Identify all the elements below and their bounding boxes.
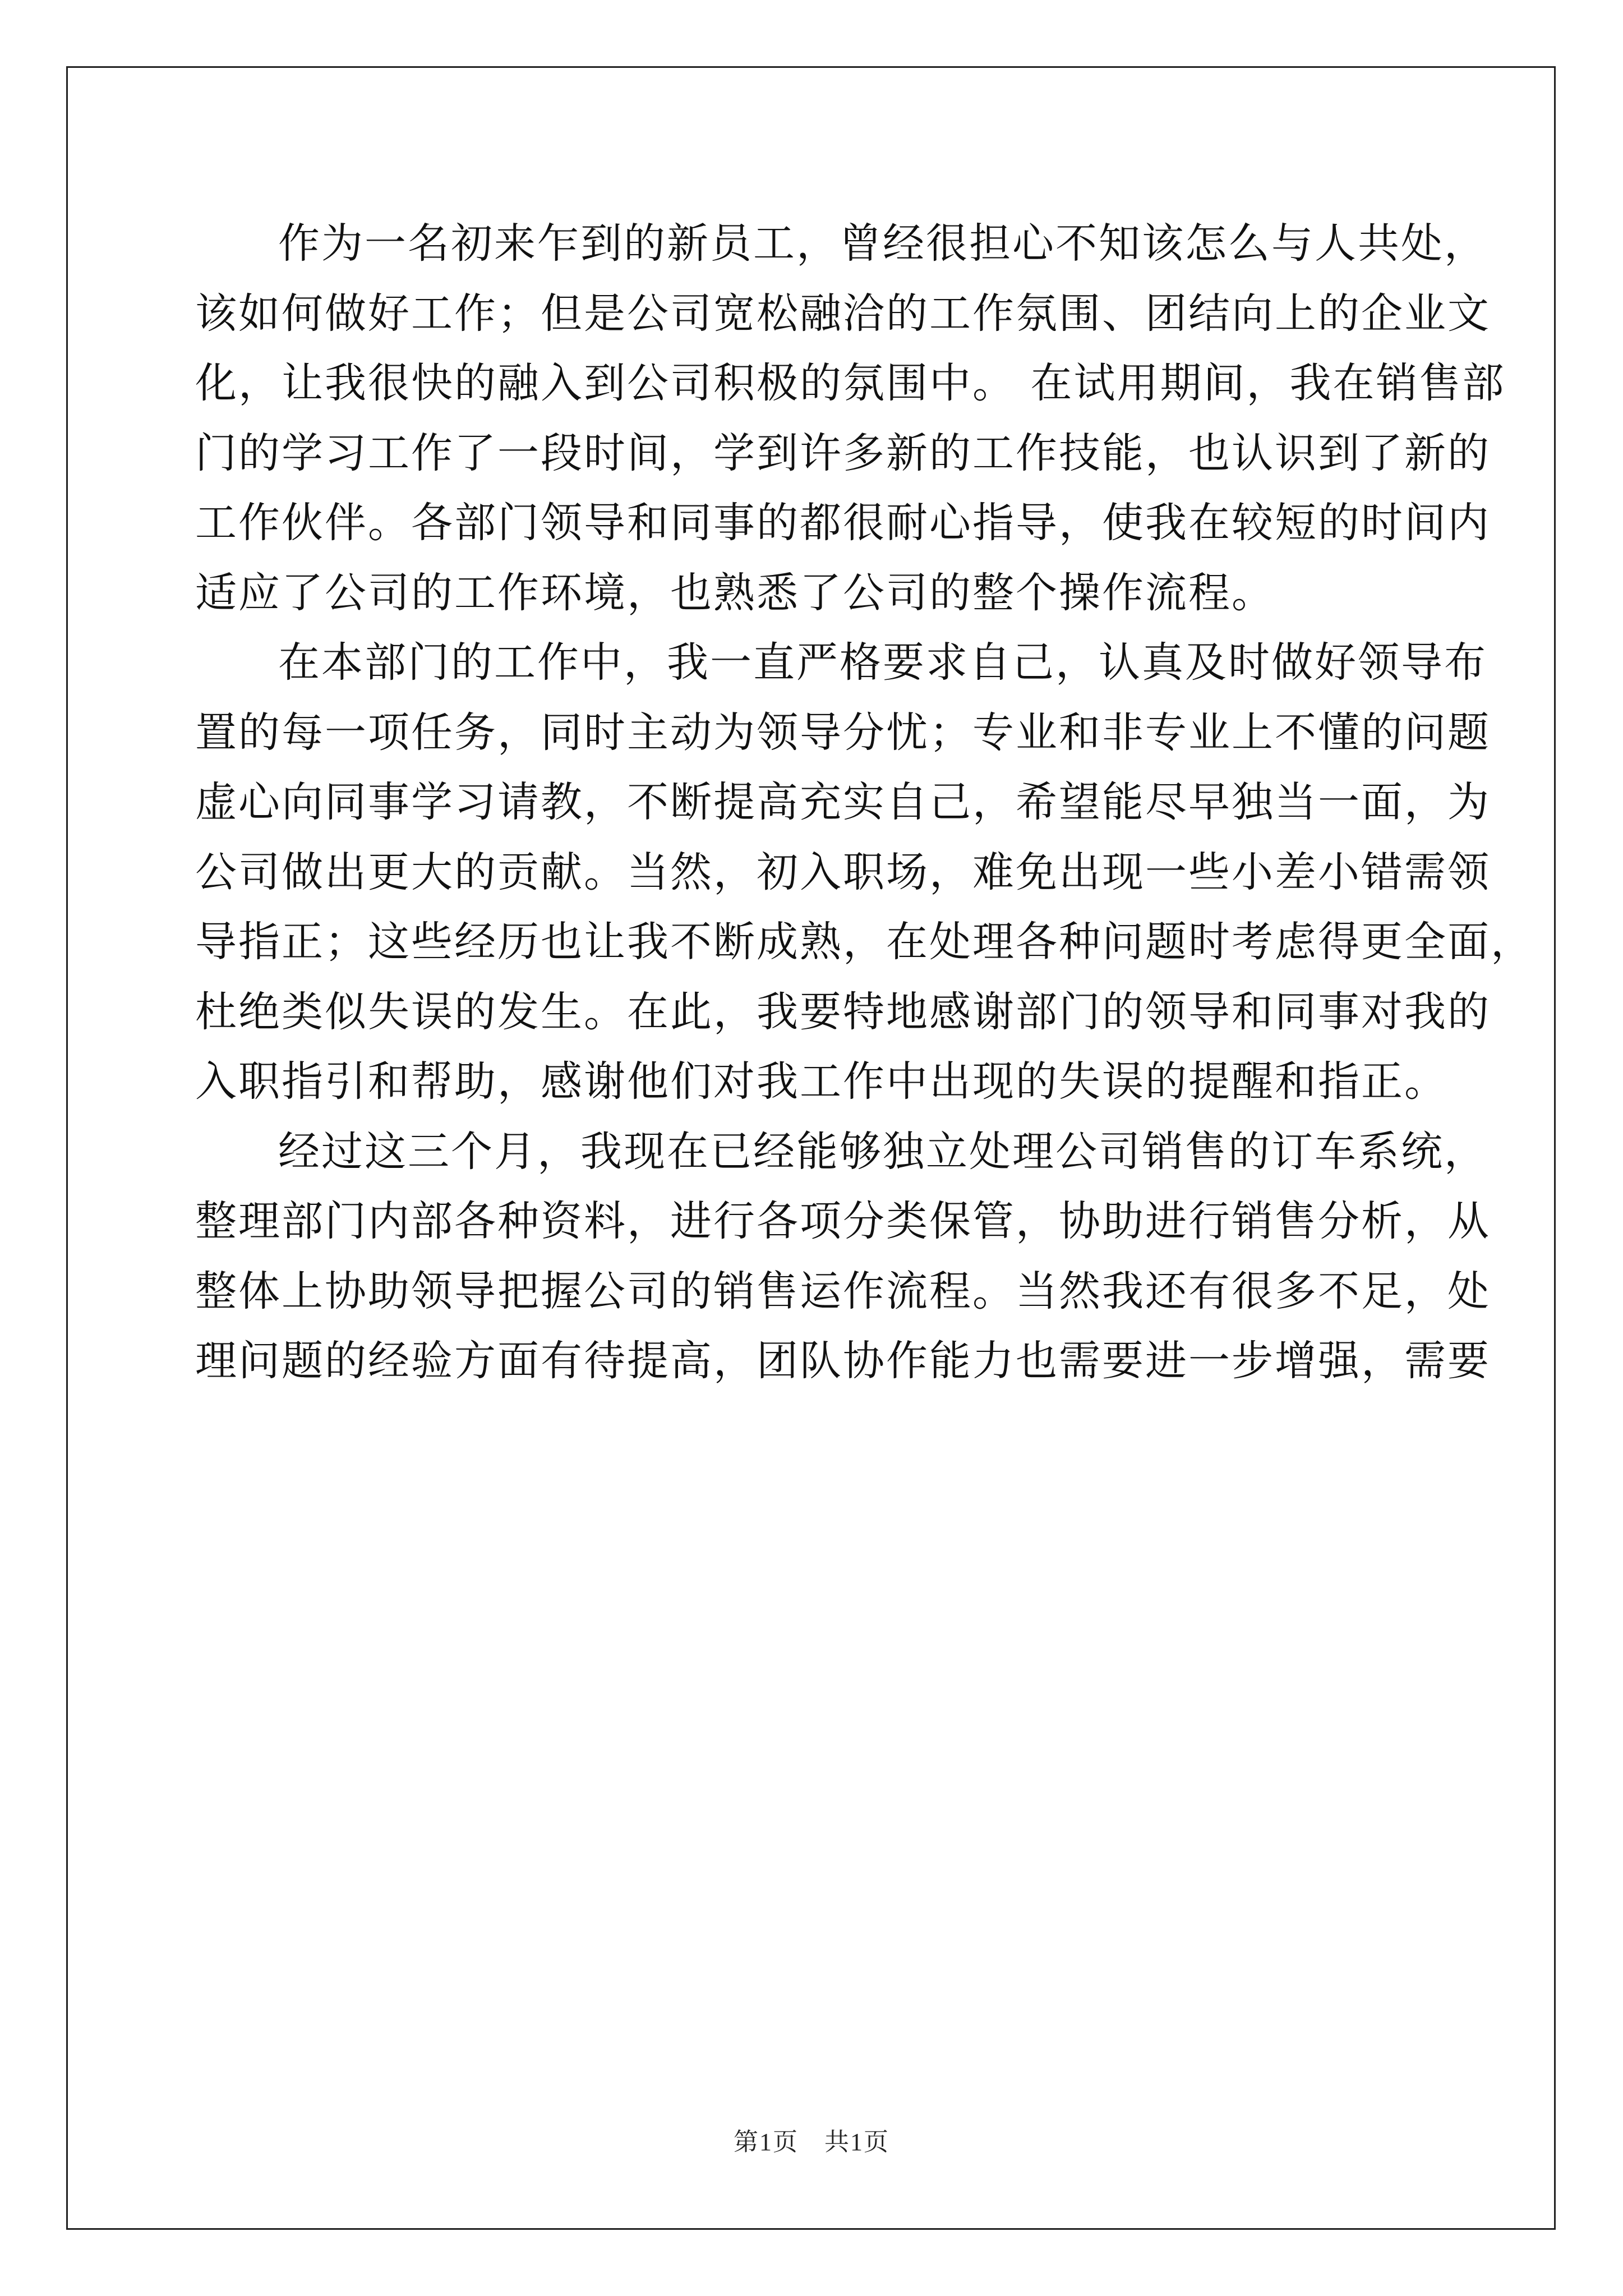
paragraph-1-line-4: 门的学习工作了一段时间，学到许多新的工作技能，也认识到了新的 bbox=[195, 429, 1491, 477]
paragraph-1-line-2: 该如何做好工作；但是公司宽松融洽的工作氛围、团结向上的企业文 bbox=[195, 289, 1491, 338]
page-footer bbox=[0, 2122, 1623, 2157]
paragraph-3-line-4: 理问题的经验方面有待提高，团队协作能力也需要进一步增强，需要 bbox=[195, 1337, 1491, 1385]
paragraph-2-line-4: 公司做出更大的贡献。当然，初入职场，难免出现一些小差小错需领 bbox=[195, 848, 1491, 896]
paragraph-2-line-6: 杜绝类似失误的发生。在此，我要特地感谢部门的领导和同事对我的 bbox=[195, 987, 1491, 1036]
paragraph-2-line-1: 在本部门的工作中，我一直严格要求自己，认真及时做好领导布 bbox=[278, 638, 1487, 687]
paragraph-1-line-1: 作为一名初来乍到的新员工，曾经很担心不知该怎么与人共处， bbox=[278, 219, 1487, 268]
paragraph-2-line-7: 入职指引和帮助，感谢他们对我工作中出现的失误的提醒和指正。 bbox=[195, 1057, 1447, 1106]
page-number: 第1页 bbox=[734, 2128, 799, 2156]
paragraph-1-line-5: 工作伙伴。各部门领导和同事的都很耐心指导，使我在较短的时间内 bbox=[195, 499, 1491, 547]
paragraph-1-line-3: 化，让我很快的融入到公司积极的氛围中。 在试用期间，我在销售部 bbox=[195, 359, 1506, 407]
paragraph-3-line-2: 整理部门内部各种资料，进行各项分类保管，协助进行销售分析，从 bbox=[195, 1197, 1491, 1245]
paragraph-3-line-3: 整体上协助领导把握公司的销售运作流程。当然我还有很多不足，处 bbox=[195, 1267, 1491, 1315]
paragraph-2-line-5: 导指正；这些经历也让我不断成熟，在处理各种问题时考虑得更全面， bbox=[195, 918, 1534, 966]
paragraph-1-line-6: 适应了公司的工作环境，也熟悉了公司的整个操作流程。 bbox=[195, 568, 1275, 617]
document-body bbox=[195, 209, 1534, 1396]
paragraph-3-line-1: 经过这三个月，我现在已经能够独立处理公司销售的订车系统， bbox=[278, 1127, 1487, 1176]
paragraph-2-line-3: 虚心向同事学习请教，不断提高充实自己，希望能尽早独当一面，为 bbox=[195, 778, 1491, 826]
page-total: 共1页 bbox=[824, 2128, 889, 2156]
paragraph-2-line-2: 置的每一项任务，同时主动为领导分忧；专业和非专业上不懂的问题 bbox=[195, 708, 1491, 757]
